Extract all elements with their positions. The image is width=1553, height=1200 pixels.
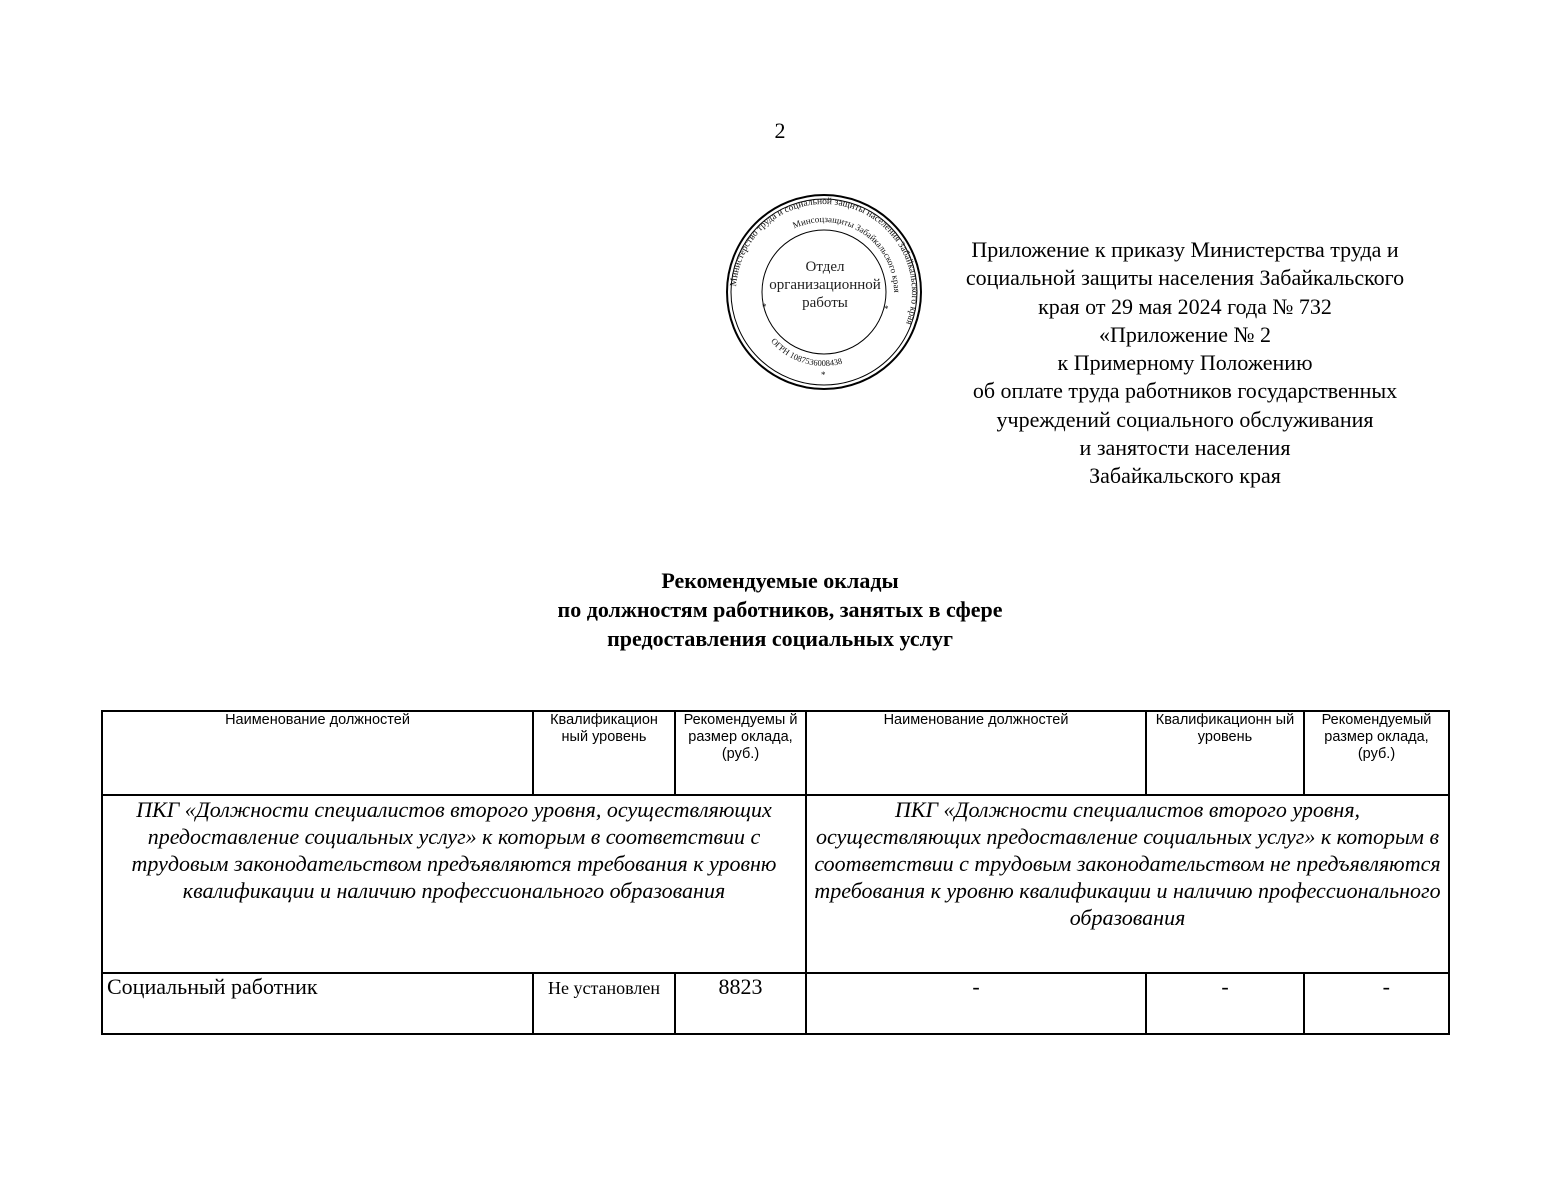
header-position-name: Наименование должностей	[806, 711, 1146, 795]
stamp-inner-text: Минсоцзащиты Забайкальского края	[791, 213, 903, 293]
header-qualification-level: Квалификацион ный уровень	[533, 711, 675, 795]
table-header-row	[102, 711, 1449, 795]
title-line: предоставления социальных услуг	[607, 626, 953, 651]
header-recommended-salary: Рекомендуемый размер оклада, (руб.)	[1304, 711, 1449, 795]
table-group-row	[102, 795, 1449, 973]
salary-value: 8823	[675, 973, 806, 1034]
document-title	[380, 566, 1180, 653]
title-line: Рекомендуемые оклады	[661, 568, 899, 593]
title-line: по должностям работников, занятых в сфере	[557, 597, 1003, 622]
stamp-outer-text: Министерство труда и социальной защиты населения Забайкальского края	[729, 196, 920, 326]
qualification-level: -	[1146, 973, 1304, 1034]
stamp-center-text	[760, 258, 890, 312]
appendix-header	[920, 236, 1450, 491]
svg-text:*: *	[821, 370, 826, 380]
appendix-line: «Приложение № 2	[1098, 321, 1272, 347]
stamp-center-line: организационной	[769, 277, 881, 293]
appendix-line: об оплате труда работников государственных	[972, 378, 1398, 404]
position-name: -	[806, 973, 1146, 1034]
appendix-line: Забайкальского края	[1089, 463, 1281, 489]
appendix-line: социальной защиты населения Забайкальского	[965, 265, 1405, 291]
salary-table	[101, 710, 1450, 1035]
stamp-ogrn-text: ОГРН 1087536008438	[769, 335, 844, 368]
position-name: Социальный работник	[102, 973, 533, 1034]
appendix-line: края от 29 мая 2024 года № 732	[1038, 293, 1332, 319]
group-heading-left: ПКГ «Должности специалистов второго уровня, осуществляющих предоставление социальных услуг» к которым в соответствии с трудовым законодательством предъявляются требования к уровню квалификации и наличию профессионального образования	[102, 795, 806, 973]
header-position-name: Наименование должностей	[102, 711, 533, 795]
stamp-center-line: Отдел	[805, 259, 845, 275]
stamp-center-line: работы	[802, 295, 848, 311]
svg-text:*: *	[884, 304, 889, 314]
table-row	[102, 973, 1449, 1034]
header-recommended-salary: Рекомендуемы й размер оклада, (руб.)	[675, 711, 806, 795]
appendix-line: Приложение к приказу Министерства труда и	[971, 237, 1399, 262]
qualification-level: Не установлен	[533, 973, 675, 1034]
appendix-line: к Примерному Положению	[1057, 350, 1313, 376]
header-qualification-level: Квалификационн ый уровень	[1146, 711, 1304, 795]
group-heading-right: ПКГ «Должности специалистов второго уровня, осуществляющих предоставление социальных услуг» к которым в соответствии с трудовым законодательством не предъявляются требования к уровню квалификации и наличию профессионального образования	[806, 795, 1449, 973]
svg-text:*: *	[762, 302, 767, 312]
appendix-line: и занятости населения	[1079, 435, 1291, 461]
svg-text:ОГРН 1087536008438	[769, 336, 843, 368]
salary-value: -	[1304, 973, 1449, 1034]
appendix-line: учреждений социального обслуживания	[996, 406, 1374, 432]
page-number: 2	[774, 118, 786, 143]
